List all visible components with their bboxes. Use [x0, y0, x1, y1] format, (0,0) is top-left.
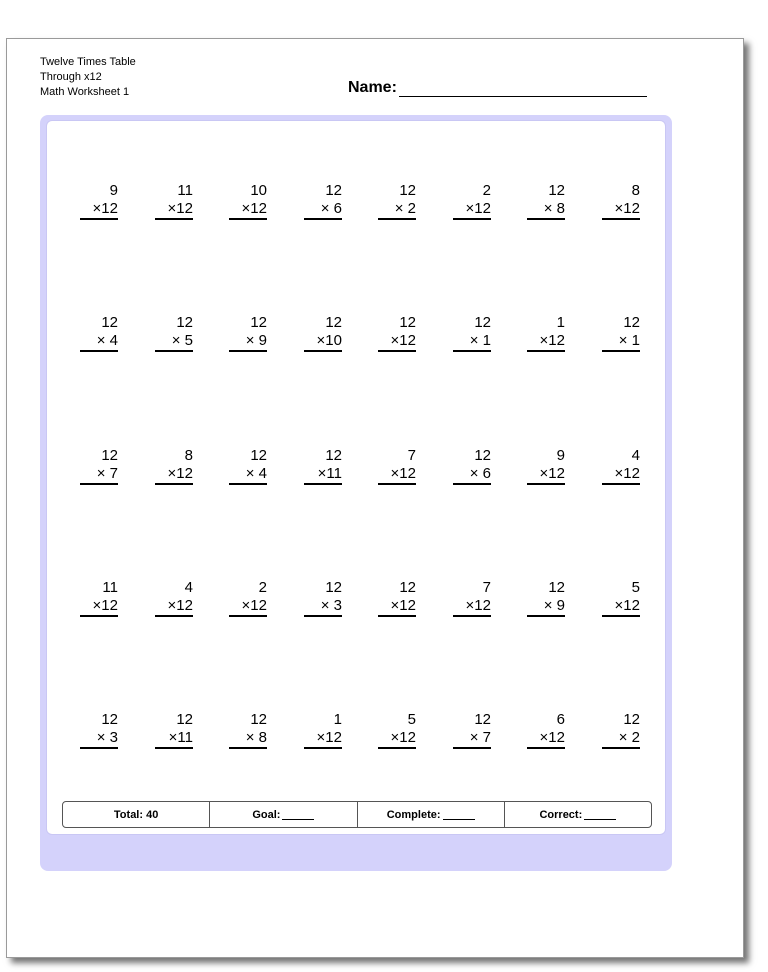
problem-top-number: 12	[325, 314, 342, 331]
problem	[155, 314, 193, 352]
total-label: Total: 40	[113, 808, 159, 821]
problem	[304, 182, 342, 220]
problem-top-number: 4	[631, 447, 640, 464]
problem-multiplier: × 5	[155, 332, 193, 352]
problem-top-number: 12	[101, 314, 118, 331]
problem-multiplier: ×12	[378, 465, 416, 485]
problem-multiplier: ×12	[378, 597, 416, 617]
problem	[304, 579, 342, 617]
correct-cell	[504, 802, 651, 827]
problem-top-number: 12	[548, 579, 565, 596]
problem	[453, 579, 491, 617]
problem-multiplier: ×12	[155, 200, 193, 220]
name-blank-line	[399, 80, 647, 97]
problem	[80, 579, 118, 617]
problem-multiplier: ×12	[527, 729, 565, 749]
problem-top-number: 12	[399, 182, 416, 199]
problem-top-number: 1	[333, 711, 342, 728]
problem-top-number: 12	[101, 447, 118, 464]
problem	[378, 711, 416, 749]
problem-top-number: 12	[176, 711, 193, 728]
worksheet-title: Twelve Times Table	[40, 56, 136, 68]
problem-multiplier: × 3	[80, 729, 118, 749]
problem	[602, 182, 640, 220]
problem	[229, 314, 267, 352]
problem-top-number: 12	[250, 447, 267, 464]
problem-top-number: 12	[623, 314, 640, 331]
problem-multiplier: × 6	[453, 465, 491, 485]
problem-multiplier: × 8	[527, 200, 565, 220]
problem-top-number: 12	[250, 314, 267, 331]
problem	[80, 182, 118, 220]
problem-top-number: 12	[250, 711, 267, 728]
problem-area	[46, 120, 666, 835]
problem-multiplier: ×12	[155, 465, 193, 485]
problem-top-number: 12	[548, 182, 565, 199]
problem-top-number: 12	[474, 447, 491, 464]
name-field	[348, 79, 647, 97]
problem-top-number: 12	[623, 711, 640, 728]
problem-multiplier: × 6	[304, 200, 342, 220]
problem-top-number: 8	[631, 182, 640, 199]
problem	[527, 182, 565, 220]
problem	[80, 711, 118, 749]
correct-label: Correct:	[539, 808, 583, 821]
problem	[602, 314, 640, 352]
problem-top-number: 12	[474, 314, 491, 331]
problem-top-number: 12	[325, 182, 342, 199]
problem-top-number: 12	[325, 579, 342, 596]
problem	[229, 711, 267, 749]
problem-multiplier: × 8	[229, 729, 267, 749]
problem-multiplier: ×12	[229, 597, 267, 617]
goal-blank	[282, 809, 314, 820]
total-cell	[63, 802, 209, 827]
problem-multiplier: × 7	[453, 729, 491, 749]
problem	[378, 447, 416, 485]
problem-top-number: 1	[556, 314, 565, 331]
problem	[229, 579, 267, 617]
problem-multiplier: × 2	[378, 200, 416, 220]
problem-top-number: 12	[399, 314, 416, 331]
problem-multiplier: ×10	[304, 332, 342, 352]
problem-multiplier: ×12	[304, 729, 342, 749]
problem-top-number: 12	[399, 579, 416, 596]
problem-top-number: 4	[184, 579, 193, 596]
problem-multiplier: ×12	[453, 597, 491, 617]
problem	[304, 447, 342, 485]
goal-label: Goal:	[252, 808, 281, 821]
problem-top-number: 2	[258, 579, 267, 596]
problem	[602, 447, 640, 485]
problem-top-number: 5	[631, 579, 640, 596]
complete-label: Complete:	[386, 808, 441, 821]
problem-multiplier: ×12	[453, 200, 491, 220]
problem	[229, 447, 267, 485]
problem-multiplier: × 4	[80, 332, 118, 352]
problem	[304, 314, 342, 352]
problem-top-number: 11	[177, 182, 193, 199]
problem	[453, 711, 491, 749]
problem-multiplier: ×12	[378, 332, 416, 352]
problem-multiplier: ×12	[378, 729, 416, 749]
problem-top-number: 12	[101, 711, 118, 728]
problem-multiplier: × 9	[527, 597, 565, 617]
problem-multiplier: ×12	[155, 597, 193, 617]
problem-multiplier: × 2	[602, 729, 640, 749]
problem	[155, 711, 193, 749]
worksheet-number: Math Worksheet 1	[40, 86, 130, 98]
problem-top-number: 12	[325, 447, 342, 464]
problem	[602, 711, 640, 749]
goal-cell	[209, 802, 356, 827]
problem-multiplier: × 4	[229, 465, 267, 485]
problem-multiplier: ×12	[602, 597, 640, 617]
problem	[378, 314, 416, 352]
problem-top-number: 11	[102, 579, 118, 596]
problem	[527, 447, 565, 485]
problem	[453, 314, 491, 352]
problem	[80, 314, 118, 352]
problem	[378, 182, 416, 220]
complete-blank	[443, 809, 475, 820]
name-label: Name:	[348, 79, 397, 96]
problem-multiplier: ×12	[80, 597, 118, 617]
problem-multiplier: × 7	[80, 465, 118, 485]
problem	[527, 579, 565, 617]
problem-top-number: 10	[250, 182, 267, 199]
problem-top-number: 8	[184, 447, 193, 464]
problem	[155, 182, 193, 220]
problem-multiplier: ×12	[527, 465, 565, 485]
problem-multiplier: × 3	[304, 597, 342, 617]
problem-multiplier: ×11	[304, 465, 342, 485]
worksheet-info	[40, 55, 136, 100]
problem-multiplier: ×12	[602, 200, 640, 220]
problem-multiplier: ×12	[80, 200, 118, 220]
problem	[453, 182, 491, 220]
problem	[304, 711, 342, 749]
worksheet-range: Through x12	[40, 71, 102, 83]
problem-multiplier: ×11	[155, 729, 193, 749]
problem-top-number: 7	[407, 447, 416, 464]
problem-top-number: 9	[109, 182, 118, 199]
problem	[80, 447, 118, 485]
problem-top-number: 7	[482, 579, 491, 596]
problem-multiplier: × 1	[453, 332, 491, 352]
problem	[378, 579, 416, 617]
problem	[527, 314, 565, 352]
problem	[453, 447, 491, 485]
problem-multiplier: ×12	[229, 200, 267, 220]
problem	[155, 447, 193, 485]
problem-top-number: 2	[482, 182, 491, 199]
problem-top-number: 6	[556, 711, 565, 728]
problem-top-number: 12	[176, 314, 193, 331]
correct-blank	[584, 809, 616, 820]
problem	[527, 711, 565, 749]
problem-top-number: 5	[407, 711, 416, 728]
problem-multiplier: × 9	[229, 332, 267, 352]
problem-multiplier: ×12	[527, 332, 565, 352]
problem	[602, 579, 640, 617]
problem	[155, 579, 193, 617]
problem-multiplier: ×12	[602, 465, 640, 485]
complete-cell	[357, 802, 504, 827]
problem-top-number: 12	[474, 711, 491, 728]
problem-multiplier: × 1	[602, 332, 640, 352]
score-box	[62, 801, 652, 828]
problem	[229, 182, 267, 220]
problem-top-number: 9	[556, 447, 565, 464]
